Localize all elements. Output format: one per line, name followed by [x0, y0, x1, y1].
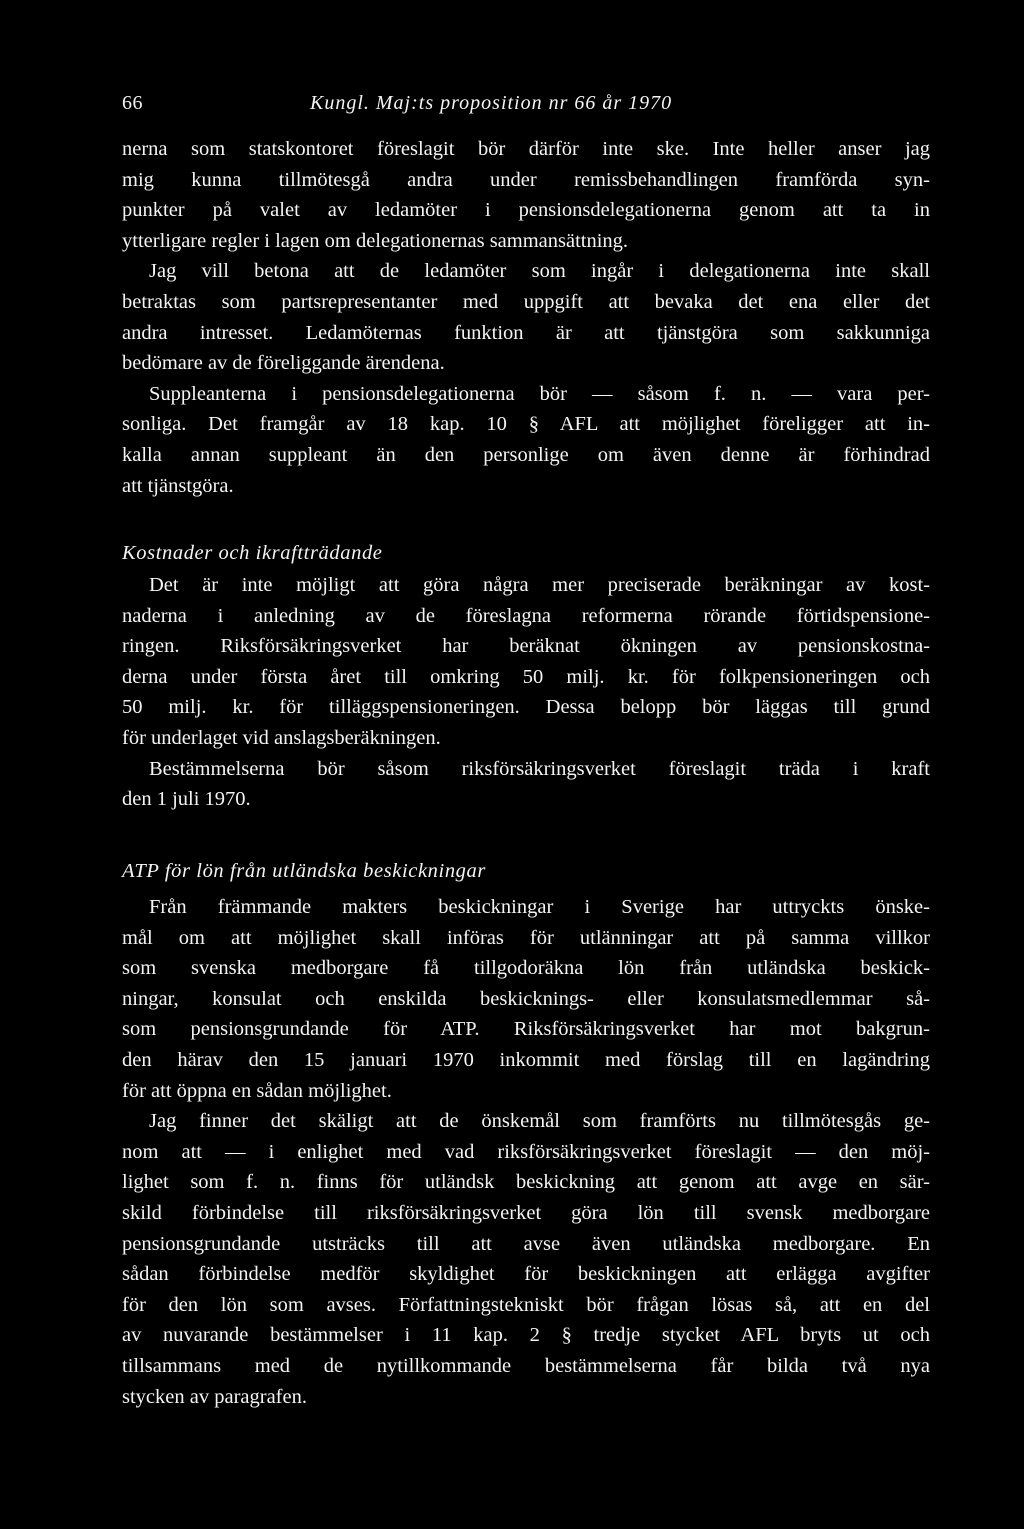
- text-line: Jag vill betona att de ledamöter som ingår i delegationerna inte skall: [149, 260, 930, 283]
- text-line: andra intresset. Ledamöternas funktion är att tjänstgöra som sakkunniga: [122, 321, 930, 344]
- text-line: den härav den 15 januari 1970 inkommit med förslag till en lagändring: [122, 1048, 930, 1071]
- text-line: mål om att möjlighet skall införas för utlänningar att på samma villkor: [122, 926, 930, 949]
- text-line: skild förbindelse till riksförsäkringsverket göra lön till svensk medborgare: [122, 1201, 930, 1224]
- text-line: bedömare av de föreliggande ärendena.: [122, 352, 445, 375]
- text-line: naderna i anledning av de föreslagna reformerna rörande förtidspensione-: [122, 604, 930, 627]
- text-line: lighet som f. n. finns för utländsk beskickning att genom att avge en sär-: [122, 1171, 930, 1194]
- text-line: Jag finner det skäligt att de önskemål som framförts nu tillmötesgås ge-: [149, 1110, 930, 1133]
- text-line: nom att — i enlighet med vad riksförsäkringsverket föreslagit — den möj-: [122, 1140, 930, 1163]
- section-1-body: [122, 134, 930, 501]
- text-line: för den lön som avses. Författningstekniskt bör frågan lösas så, att en del: [122, 1293, 930, 1316]
- text-line: punkter på valet av ledamöter i pensionsdelegationerna genom att ta in: [122, 199, 930, 222]
- header-title: Kungl. Maj:ts proposition nr 66 år 1970: [310, 92, 673, 114]
- section-heading-atp: ATP för lön från utländska beskickningar: [122, 860, 486, 882]
- text-line: som pensionsgrundande för ATP. Riksförsäkringsverket har mot bakgrun-: [122, 1018, 930, 1041]
- text-line: pensionsgrundande utsträcks till att avse även utländska medborgare. En: [122, 1232, 930, 1255]
- text-line: stycken av paragrafen.: [122, 1385, 307, 1408]
- text-line: för underlaget vid anslagsberäkningen.: [122, 726, 441, 749]
- text-line: sådan förbindelse medför skyldighet för beskickningen att erlägga avgifter: [122, 1263, 930, 1286]
- text-line: mig kunna tillmötesgå andra under remissbehandlingen framförda syn-: [122, 168, 930, 191]
- text-line: som svenska medborgare få tillgodoräkna lön från utländska beskick-: [122, 957, 930, 980]
- text-line: ringen. Riksförsäkringsverket har beräknat ökningen av pensionskostna-: [122, 635, 930, 658]
- section-heading-costs: Kostnader och ikraftträdande: [122, 542, 383, 564]
- page-number: 66: [122, 92, 143, 114]
- text-line: derna under första året till omkring 50 milj. kr. för folkpensioneringen och: [122, 665, 930, 688]
- text-line: 50 milj. kr. för tilläggspensioneringen. Dessa belopp bör läggas till grund: [122, 696, 930, 719]
- text-line: Suppleanterna i pensionsdelegationerna bör — såsom f. n. — vara per-: [149, 382, 930, 405]
- text-line: ningar, konsulat och enskilda beskicknings- eller konsulatsmedlemmar så-: [122, 987, 930, 1010]
- text-line: Bestämmelserna bör såsom riksförsäkringsverket föreslagit träda i kraft: [149, 757, 930, 780]
- running-header: [122, 92, 902, 122]
- section-3-body: [122, 892, 930, 1412]
- text-line: den 1 juli 1970.: [122, 788, 251, 811]
- text-line: för att öppna en sådan möjlighet.: [122, 1079, 392, 1102]
- text-line: kalla annan suppleant än den personlige om även denne är förhindrad: [122, 443, 930, 466]
- section-2-body: [122, 570, 930, 815]
- text-line: ytterligare regler i lagen om delegationernas sammansättning.: [122, 229, 629, 252]
- text-line: Från främmande makters beskickningar i Sverige har uttryckts önske-: [149, 896, 930, 918]
- text-line: betraktas som partsrepresentanter med uppgift att bevaka det ena eller det: [122, 290, 930, 313]
- text-line: sonliga. Det framgår av 18 kap. 10 § AFL att möjlighet föreligger att in-: [122, 413, 930, 436]
- text-line: nerna som statskontoret föreslagit bör därför inte ske. Inte heller anser jag: [122, 138, 930, 160]
- text-line: tillsammans med de nytillkommande bestämmelserna får bilda två nya: [122, 1354, 930, 1377]
- text-line: av nuvarande bestämmelser i 11 kap. 2 § tredje stycket AFL bryts ut och: [122, 1324, 930, 1347]
- text-line: Det är inte möjligt att göra några mer preciserade beräkningar av kost-: [149, 574, 930, 596]
- text-line: att tjänstgöra.: [122, 474, 234, 497]
